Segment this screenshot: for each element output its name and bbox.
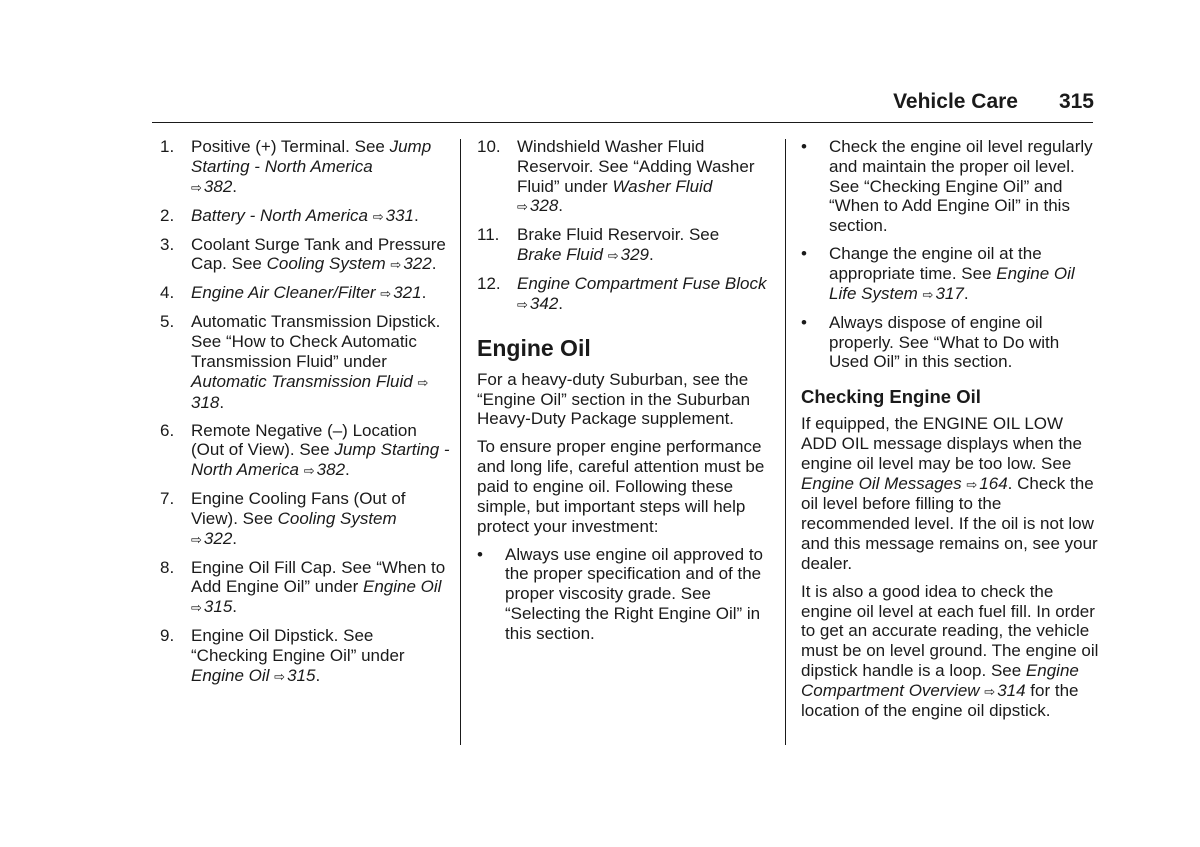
- page-arrow-icon: ⇨: [390, 257, 402, 273]
- page-arrow-icon: ⇨: [191, 600, 202, 616]
- paragraph: It is also a good idea to check the engine oil level at each fuel fill. In order to get an accurate reading, the vehicle must be on level ground. The engine oil dipstick handle is a loop. See Engine Compartment Overview ⇨ 314 for the location of the engine oil dipstick.: [801, 581, 1099, 721]
- column-2: [477, 137, 777, 652]
- cross-reference-link[interactable]: Jump Starting - North America: [191, 137, 432, 176]
- bullet-icon: •: [801, 244, 807, 264]
- cross-reference-link[interactable]: Engine Oil Life System: [829, 263, 1075, 303]
- list-item: 9. Engine Oil Dipstick. See “Checking Engine Oil” under Engine Oil ⇨ 315.: [160, 626, 405, 685]
- subsection-heading: Checking Engine Oil: [801, 386, 981, 408]
- cross-reference-link[interactable]: Cooling System: [266, 254, 386, 274]
- page-arrow-icon: ⇨: [922, 286, 934, 302]
- column-1: [160, 137, 452, 695]
- page-arrow-icon: ⇨: [191, 531, 202, 547]
- bullet-item: • Check the engine oil level regularly and maintain the proper oil level. See “Checking Engine Oil” and “When to Add Engine Oil” in this section.: [801, 137, 1093, 236]
- list-item: 5. Automatic Transmission Dipstick. See “How to Check Automatic Transmission Fluid” under Automatic Transmission Fluid ⇨318.: [160, 312, 441, 412]
- cross-reference-link[interactable]: Engine Oil Messages: [801, 473, 962, 493]
- cross-reference-link[interactable]: Engine Air Cleaner/Filter: [191, 283, 376, 303]
- bullet-icon: •: [477, 544, 483, 564]
- list-item: 6. Remote Negative (–) Location (Out of View). See Jump Starting - North America ⇨ 382.: [160, 420, 450, 480]
- page-arrow-icon: ⇨: [984, 683, 996, 699]
- list-item: 12. Engine Compartment Fuse Block ⇨ 342.: [477, 274, 767, 313]
- bullet-item: • Always dispose of engine oil properly. See “What to Do with Used Oil” in this section.: [801, 312, 1060, 372]
- page-arrow-icon: ⇨: [607, 248, 619, 264]
- bullet-item: • Change the engine oil at the appropriate time. See Engine Oil Life System ⇨ 317.: [801, 244, 1075, 303]
- list-item: 1. Positive (+) Terminal. See Jump Starting - North America ⇨ 382.: [160, 137, 432, 196]
- page-arrow-icon: ⇨: [191, 179, 202, 195]
- cross-reference-link[interactable]: Cooling System: [277, 508, 397, 528]
- column-divider: [785, 139, 786, 745]
- cross-reference-link[interactable]: Engine Compartment Fuse Block: [517, 274, 767, 294]
- column-divider: [460, 139, 461, 745]
- cross-reference-link[interactable]: Battery - North America: [191, 205, 368, 225]
- page-number: 315: [1058, 90, 1094, 113]
- paragraph: To ensure proper engine performance and long life, careful attention must be paid to engine oil. Following these simple, but important steps will help protect your investment:: [477, 437, 765, 536]
- bullet-item: • Always use engine oil approved to the proper specification and of the proper viscosity grade. See “Selecting the Right Engine Oil” in this section.: [477, 544, 763, 643]
- cross-reference-link[interactable]: Brake Fluid: [517, 245, 603, 265]
- cross-reference-link[interactable]: Engine Oil: [191, 665, 270, 685]
- bullet-icon: •: [801, 312, 807, 332]
- page-arrow-icon: ⇨: [966, 476, 978, 492]
- cross-reference-link[interactable]: Engine Oil: [363, 577, 442, 597]
- page-arrow-icon: ⇨: [274, 668, 286, 684]
- cross-reference-link[interactable]: Engine Compartment Overview: [801, 660, 1079, 700]
- paragraph: If equipped, the ENGINE OIL LOW ADD OIL message displays when the engine oil level may be too low. See Engine Oil Messages ⇨ 164. Check the oil level before filling to the recommended level. If the oil is not low and this message remains on, see your dealer.: [801, 414, 1098, 573]
- list-item: 7. Engine Cooling Fans (Out of View). See Cooling System ⇨ 322.: [160, 489, 406, 548]
- page-arrow-icon: ⇨: [303, 463, 315, 479]
- page-arrow-icon: ⇨: [372, 208, 384, 224]
- bullet-icon: •: [801, 137, 807, 156]
- list-item: 2. Battery - North America ⇨ 331.: [160, 205, 419, 225]
- section-title: Vehicle Care: [893, 90, 1018, 113]
- cross-reference-link[interactable]: Automatic Transmission Fluid: [191, 371, 413, 391]
- list-item: 10. Windshield Washer Fluid Reservoir. See “Adding Washer Fluid” under Washer Fluid ⇨ 328.: [477, 137, 755, 216]
- section-heading: Engine Oil: [477, 334, 591, 361]
- paragraph: For a heavy-duty Suburban, see the “Engine Oil” section in the Suburban Heavy-Duty Package supplement.: [477, 369, 751, 429]
- list-item: 8. Engine Oil Fill Cap. See “When to Add Engine Oil” under Engine Oil ⇨ 315.: [160, 557, 446, 617]
- page-arrow-icon: ⇨: [380, 286, 392, 302]
- page-arrow-icon: ⇨: [417, 374, 429, 390]
- cross-reference-link[interactable]: Washer Fluid: [612, 176, 713, 196]
- list-item: 3. Coolant Surge Tank and Pressure Cap. See Cooling System ⇨ 322.: [160, 234, 446, 274]
- header-divider: [152, 122, 1093, 123]
- cross-reference-link[interactable]: Jump Starting - North America: [191, 440, 450, 480]
- page-arrow-icon: ⇨: [517, 199, 528, 215]
- column-3: [801, 137, 1101, 729]
- list-item: 11. Brake Fluid Reservoir. See Brake Fluid ⇨ 329.: [477, 225, 720, 265]
- list-item: 4. Engine Air Cleaner/Filter ⇨ 321.: [160, 283, 427, 303]
- page-arrow-icon: ⇨: [517, 296, 528, 312]
